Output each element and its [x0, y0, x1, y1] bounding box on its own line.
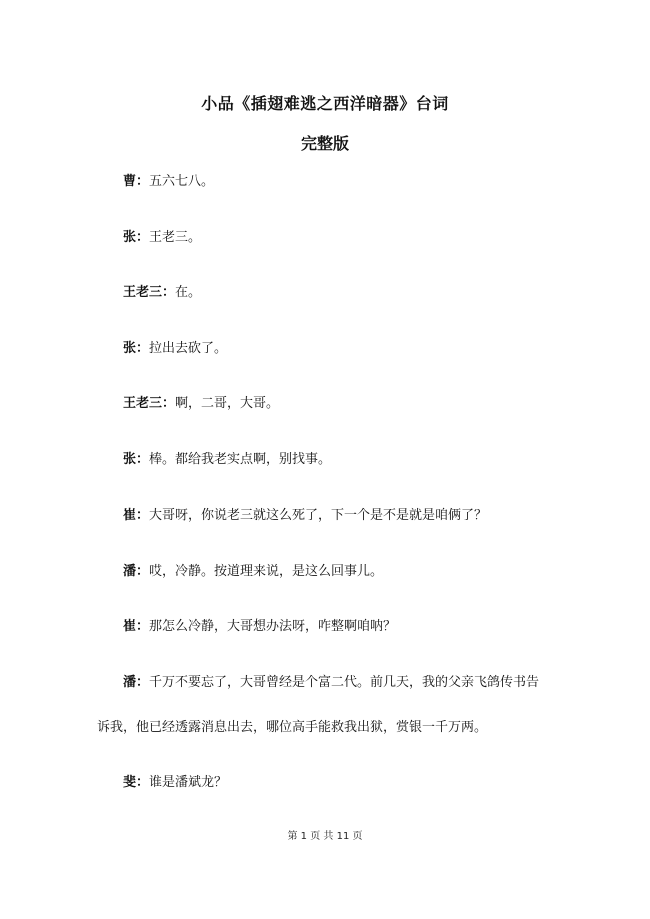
- speaker-separator: ：: [136, 619, 150, 634]
- dialogue-text: 棒。都给我老实点啊，别找事。: [149, 452, 332, 467]
- dialogue-text: 王老三。: [149, 230, 202, 245]
- dialogue-text: 五六七八。: [149, 174, 215, 189]
- dialogue-line: [123, 228, 201, 248]
- dialogue-line: [123, 617, 396, 637]
- dialogue-line: [123, 283, 201, 303]
- page-footer: 第 1 页 共 11 页: [287, 831, 363, 842]
- dialogue-text: 大哥呀，你说老三就这么死了，下一个是不是就是咱俩了？: [149, 508, 488, 523]
- speaker-name: 张: [123, 452, 137, 467]
- dialogue-line: [123, 339, 227, 359]
- dialogue-text: 哎，冷静。按道理来说，是这么回事儿。: [149, 564, 384, 579]
- dialogue-continuation: [97, 718, 487, 738]
- dialogue-line: [123, 172, 214, 192]
- document-subtitle: 完整版: [300, 134, 349, 153]
- dialogue-text: 在。: [175, 285, 202, 300]
- dialogue-text: 谁是潘斌龙？: [149, 775, 228, 790]
- dialogue-line: [123, 506, 487, 526]
- speaker-separator: ：: [162, 396, 176, 411]
- speaker-name: 斐: [123, 775, 137, 790]
- speaker-name: 王老三: [123, 396, 163, 411]
- dialogue-line: [123, 773, 227, 793]
- speaker-name: 潘: [123, 675, 137, 690]
- speaker-name: 张: [123, 230, 137, 245]
- speaker-separator: ：: [162, 285, 176, 300]
- speaker-name: 潘: [123, 564, 137, 579]
- speaker-name: 崔: [123, 508, 137, 523]
- dialogue-line: [123, 394, 279, 414]
- speaker-separator: ：: [136, 675, 150, 690]
- dialogue-line: [123, 673, 539, 693]
- speaker-separator: ：: [136, 341, 150, 356]
- document-title: 小品《插翅难逃之西洋暗器》台词: [201, 94, 449, 113]
- speaker-name: 曹: [123, 174, 137, 189]
- speaker-separator: ：: [136, 174, 150, 189]
- dialogue-line: [123, 562, 383, 582]
- speaker-separator: ：: [136, 452, 150, 467]
- dialogue-text: 诉我，他已经透露消息出去，哪位高手能救我出狱，赏银一千万两。: [97, 720, 488, 735]
- dialogue-text: 拉出去砍了。: [149, 341, 228, 356]
- speaker-separator: ：: [136, 230, 150, 245]
- dialogue-text: 啊，二哥，大哥。: [175, 396, 280, 411]
- speaker-separator: ：: [136, 564, 150, 579]
- speaker-separator: ：: [136, 775, 150, 790]
- speaker-name: 崔: [123, 619, 137, 634]
- dialogue-line: [123, 450, 331, 470]
- dialogue-text: 那怎么冷静，大哥想办法呀，咋整啊咱呐？: [149, 619, 397, 634]
- dialogue-text: 千万不要忘了，大哥曾经是个富二代。前几天，我的父亲飞鸽传书告: [149, 675, 540, 690]
- speaker-name: 王老三: [123, 285, 163, 300]
- speaker-name: 张: [123, 341, 137, 356]
- speaker-separator: ：: [136, 508, 150, 523]
